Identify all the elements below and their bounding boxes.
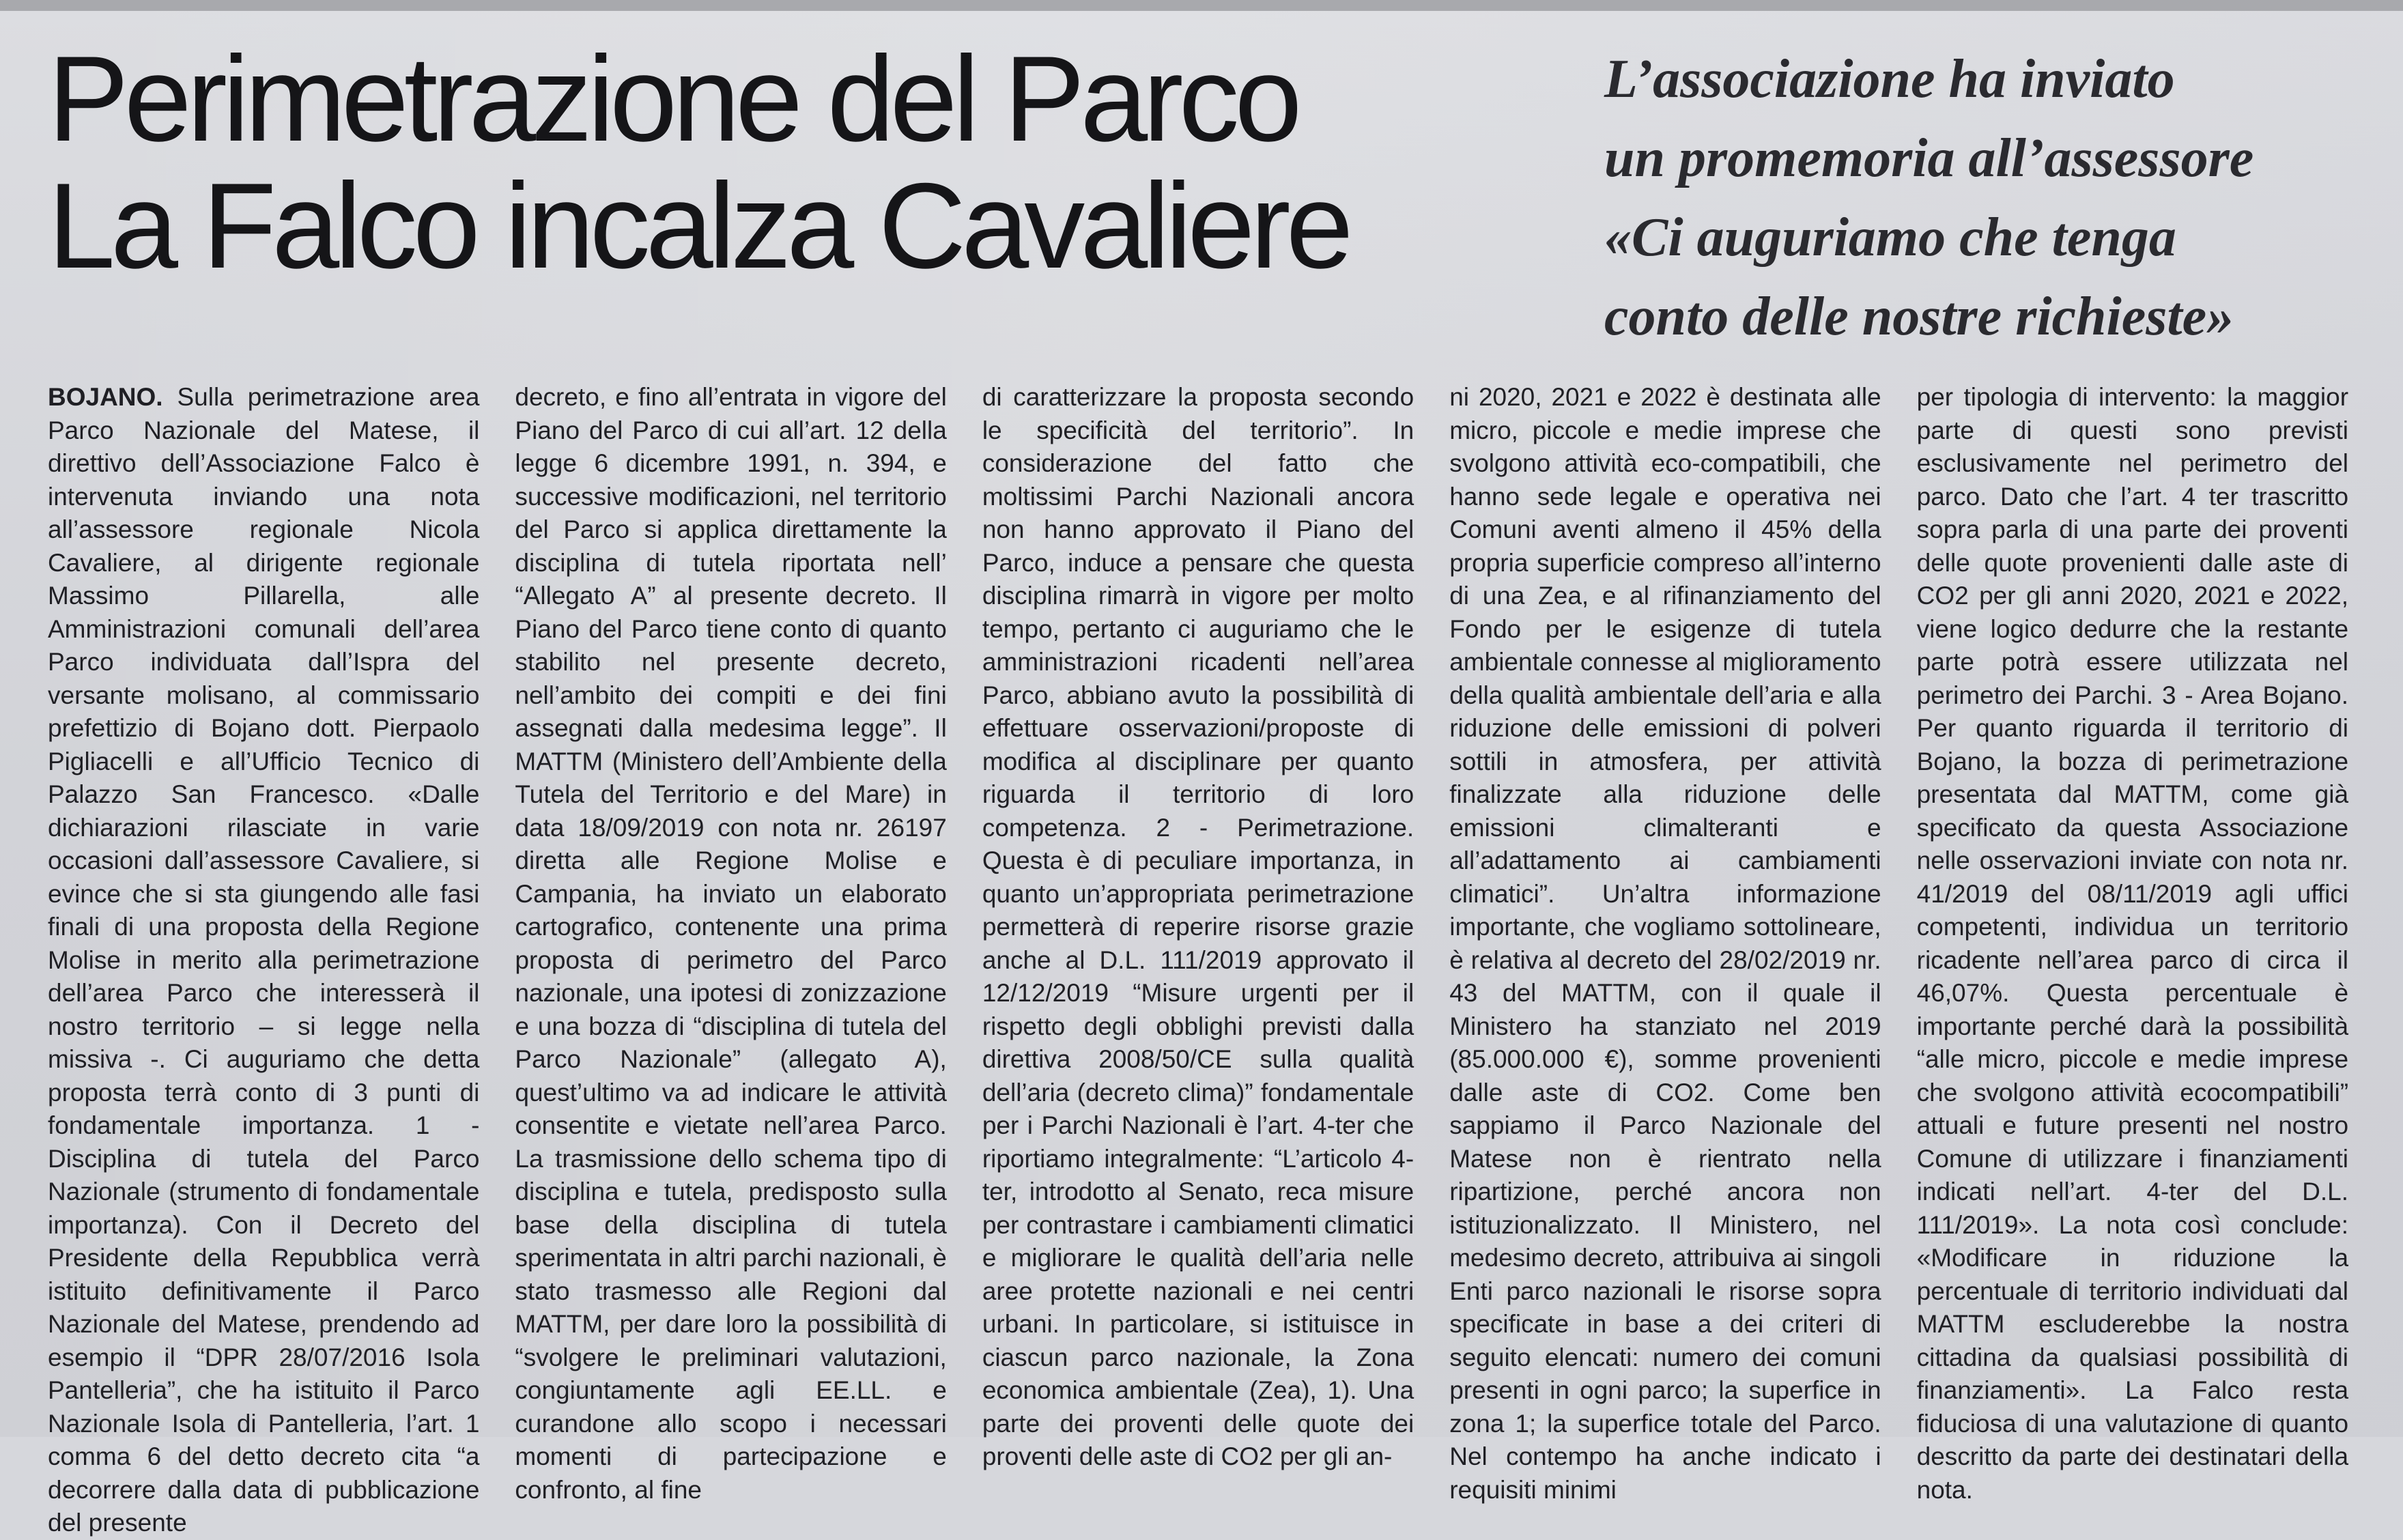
column-1-text: Sulla perimetrazione area Parco Nazionale del Matese, il direttivo dell’Associazione Falco è intervenuta inviando una nota all’assessore regionale Nicola Cavaliere, al dirigente regionale Massimo Pillarella, alle Amministrazioni comunali dell’area Parco individuata dall’Ispra del versante molisano, al commissario prefettizio di Bojano dott. Pierpaolo Pigliacelli e all’Ufficio Tecnico di Palazzo San Francesco. «Dalle dichiarazioni rilasciate in varie occasioni dall’assessore Cavaliere, si evince che si sta giungendo alle fasi finali di una proposta della Regione Molise in merito alla perimetrazione dell’area Parco che interesserà il nostro territorio – si legge nella missiva -. Ci auguriamo che detta proposta terrà conto di 3 punti di fondamentale importanza. 1 - Disciplina di tutela del Parco Nazionale (strumento di fondamentale importanza). Con il Decreto del Presidente della Repubblica verrà istituito definitivamente il Parco Nazionale del Matese, prendendo ad esempio il “DPR 28/07/2016 Isola Pantelleria”, che ha istituito il Parco Nazionale Isola di Pantelleria, l’art. 1 comma 6 del detto decreto cita “a decorrere dalla data di pubblicazione del presente xyxy=(48,383,480,1537)
page-top-edge xyxy=(0,0,2403,11)
article-column-4: ni 2020, 2021 e 2022 è destinata alle micro, piccole e medie imprese che svolgono attività eco-compatibili, che hanno sede legale e operativa nei Comuni aventi almeno il 45% della propria superficie compreso all’interno di una Zea, e al rifinanziamento del Fondo per le esigenze di tutela ambientale connesse al miglioramento della qualità ambientale dell’aria e alla riduzione delle emissioni di polveri sottili in atmosfera, per attività finalizzate alla riduzione delle emissioni climalteranti e all’adattamento ai cambiamenti climatici”. Un’altra informazione importante, che vogliamo sottolineare, è relativa al decreto del 28/02/2019 nr. 43 del MATTM, con il quale il Ministero ha stanziato nel 2019 (85.000.000 €), somme provenienti dalle aste di CO2. Come ben sappiamo il Parco Nazionale del Matese non è rientrato nella ripartizione, perché ancora non istituzionalizzato. Il Ministero, nel medesimo decreto, attribuiva ai singoli Enti parco nazionali le risorse sopra specificate in base a dei criteri di seguito elencati: numero dei comuni presenti in ogni parco; la superfice in zona 1; la superfice totale del Parco. Nel contempo ha anche indicato i requisiti minimi xyxy=(1449,383,1881,1504)
dateline: BOJANO. xyxy=(48,383,163,411)
subheadline-line-2: un promemoria all’assessore xyxy=(1604,128,2254,188)
subheadline xyxy=(1604,40,2369,356)
subheadline-line-4: conto delle nostre richieste» xyxy=(1604,287,2234,347)
article-body xyxy=(48,381,2349,1537)
headline-line-1: Perimetrazione del Parco xyxy=(48,31,1298,167)
article-column-2: decreto, e fino all’entrata in vigore del Piano del Parco di cui all’art. 12 della legge 6 dicembre 1991, n. 394, e successive modificazioni, nel territorio del Parco si applica direttamente la disciplina di tutela riportata nell’ “Allegato A” al presente decreto. Il Piano del Parco tiene conto di quanto stabilito nel presente decreto, nell’ambito dei compiti e dei fini assegnati dalla medesima legge”. Il MATTM (Ministero dell’Ambiente della Tutela del Territorio e del Mare) in data 18/09/2019 con nota nr. 26197 diretta alle Regione Molise e Campania, ha inviato un elaborato cartografico, contenente una prima proposta di perimetro del Parco nazionale, una ipotesi di zonizzazione e una bozza di “disciplina di tutela del Parco Nazionale” (allegato A), quest’ultimo va ad indicare le attività consentite e vietate nell’area Parco. La trasmissione dello schema tipo di disciplina e tutela, predisposto sulla base della disciplina di tutela sperimentata in altri parchi nazionali, è stato trasmesso alle Regioni dal MATTM, per dare loro la possibilità di “svolgere le preliminari valutazioni, congiuntamente agli EE.LL. e curandone allo scopo i necessari momenti di partecipazione e confronto, al fine xyxy=(515,383,947,1504)
article-column-5: per tipologia di intervento: la maggior parte di questi sono previsti esclusivamente nel perimetro del parco. Dato che l’art. 4 ter trascritto sopra parla di una parte dei proventi delle quote provenienti dalle aste di CO2 per gli anni 2020, 2021 e 2022, viene logico dedurre che la restante parte potrà essere utilizzata nel perimetro dei Parchi. 3 - Area Bojano. Per quanto riguarda il territorio di Bojano, la bozza di perimetrazione presentata dal MATTM, come già specificato da questa Associazione nelle osservazioni inviate con nota nr. 41/2019 del 08/11/2019 agli uffici competenti, individua un territorio ricadente nell’area parco di circa il 46,07%. Questa percentuale è importante perché darà la possibilità “alle micro, piccole e medie imprese che svolgono attività ecocompatibili” attuali e future presenti nel nostro Comune di utilizzare i finanziamenti indicati nell’art. 4-ter del D.L. 111/2019». La nota così conclude: «Modificare in riduzione la percentuale di territorio individuati dal MATTM escluderebbe la nostra cittadina da qualsiasi possibilità di finanziamenti». La Falco resta fiduciosa di una valutazione di quanto descritto da parte dei destinatari della nota. xyxy=(1916,383,2349,1504)
subheadline-line-1: L’associazione ha inviato xyxy=(1604,49,2175,109)
headline-line-2: La Falco incalza Cavaliere xyxy=(48,158,1349,294)
article-column-1 xyxy=(48,381,480,1537)
subheadline-line-3: «Ci auguriamo che tenga xyxy=(1604,208,2176,268)
headline xyxy=(48,31,1591,294)
article-column-3: di caratterizzare la proposta secondo le specificità del territorio”. In considerazione del fatto che moltissimi Parchi Nazionali ancora non hanno approvato il Piano del Parco, induce a pensare che questa disciplina rimarrà in vigore per molto tempo, pertanto ci auguriamo che le amministrazioni ricadenti nell’area Parco, abbiano avuto la possibilità di effettuare osservazioni/proposte di modifica al disciplinare per quanto riguarda il territorio di loro competenza. 2 - Perimetrazione. Questa è di peculiare importanza, in quanto un’appropriata perimetrazione permetterà di reperire risorse grazie anche al D.L. 111/2019 approvato il 12/12/2019 “Misure urgenti per il rispetto degli obblighi previsti dalla direttiva 2008/50/CE sulla qualità dell’aria (decreto clima)” fondamentale per i Parchi Nazionali è l’art. 4-ter che riportiamo integralmente: “L’articolo 4-ter, introdotto al Senato, reca misure per contrastare i cambiamenti climatici e migliorare le qualità dell’aria nelle aree protette nazionali e nei centri urbani. In particolare, si istituisce in ciascun parco nazionale, la Zona economica ambientale (Zea), 1). Una parte dei proventi delle quote dei proventi delle aste di CO2 per gli an- xyxy=(982,383,1414,1470)
